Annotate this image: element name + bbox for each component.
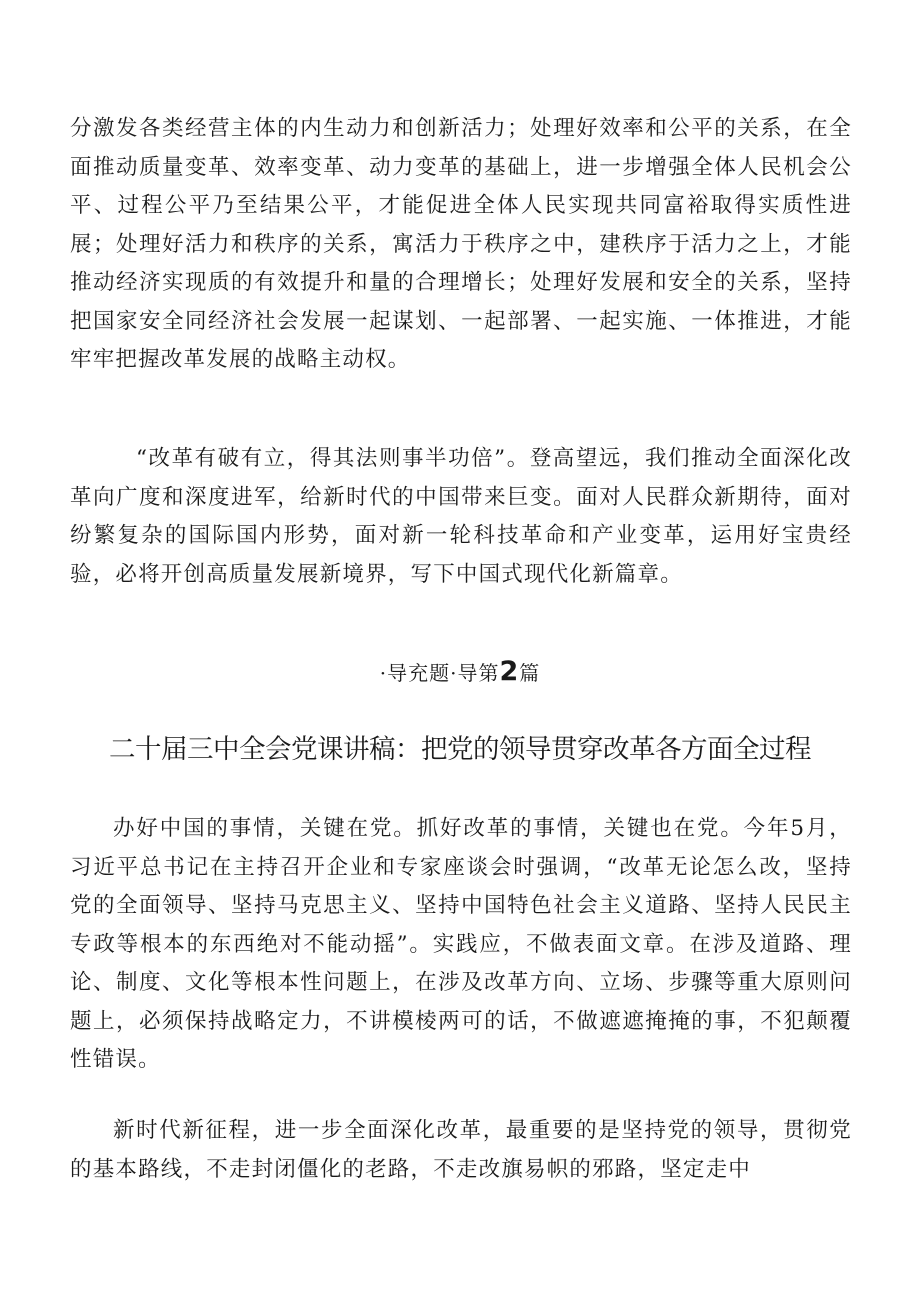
- paragraph-reform-quote: “改革有破有立，得其法则事半功倍”。登高望远，我们推动全面深化改革向广度和深度进军，给新时代的中国带来巨变。面对人民群众新期待，面对纷繁复杂的国际国内形势，面对新一轮科技革命和产业变革，运用好宝贵经验，必将开创高质量发展新境界，写下中国式现代化新篇章。: [70, 446, 852, 587]
- divider-number: 2: [499, 656, 520, 687]
- section-divider: [0, 656, 920, 687]
- paragraph-continuation: 分激发各类经营主体的内生动力和创新活力；处理好效率和公平的关系，在全面推动质量变革、效率变革、动力变革的基础上，进一步增强全体人民机会公平、过程公平乃至结果公平，才能促进全体人民实现共同富裕取得实质性进展；处理好活力和秩序的关系，寓活力于秩序之中，建秩序于活力之上，才能推动经济实现质的有效提升和量的合理增长；处理好发展和安全的关系，坚持把国家安全同经济社会发展一起谋划、一起部署、一起实施、一体推进，才能牢牢把握改革发展的战略主动权。: [70, 116, 852, 372]
- divider-prefix: ·导充题·导第: [379, 661, 500, 685]
- article-title: 二十届三中全会党课讲稿：把党的领导贯穿改革各方面全过程: [109, 734, 811, 765]
- paragraph-party-key: 办好中国的事情，关键在党。抓好改革的事情，关键也在党。今年5月，习近平总书记在主持召开企业和专家座谈会时强调，“改革无论怎么改，坚持党的全面领导、坚持马克思主义、坚持中国特色社会主义道路、坚持人民民主专政等根本的东西绝对不能动摇”。实践应，不做表面文章。在涉及道路、理论、制度、文化等根本性问题上，在涉及改革方向、立场、步骤等重大原则问题上，必须保持战略定力，不讲模棱两可的话，不做遮遮掩掩的事，不犯颠覆性错误。: [70, 816, 852, 1072]
- divider-suffix: 篇: [519, 661, 541, 685]
- paragraph-new-era: 新时代新征程，进一步全面深化改革，最重要的是坚持党的领导，贯彻党的基本路线，不走封闭僵化的老路，不走改旗易帜的邪路，坚定走中: [70, 1118, 852, 1182]
